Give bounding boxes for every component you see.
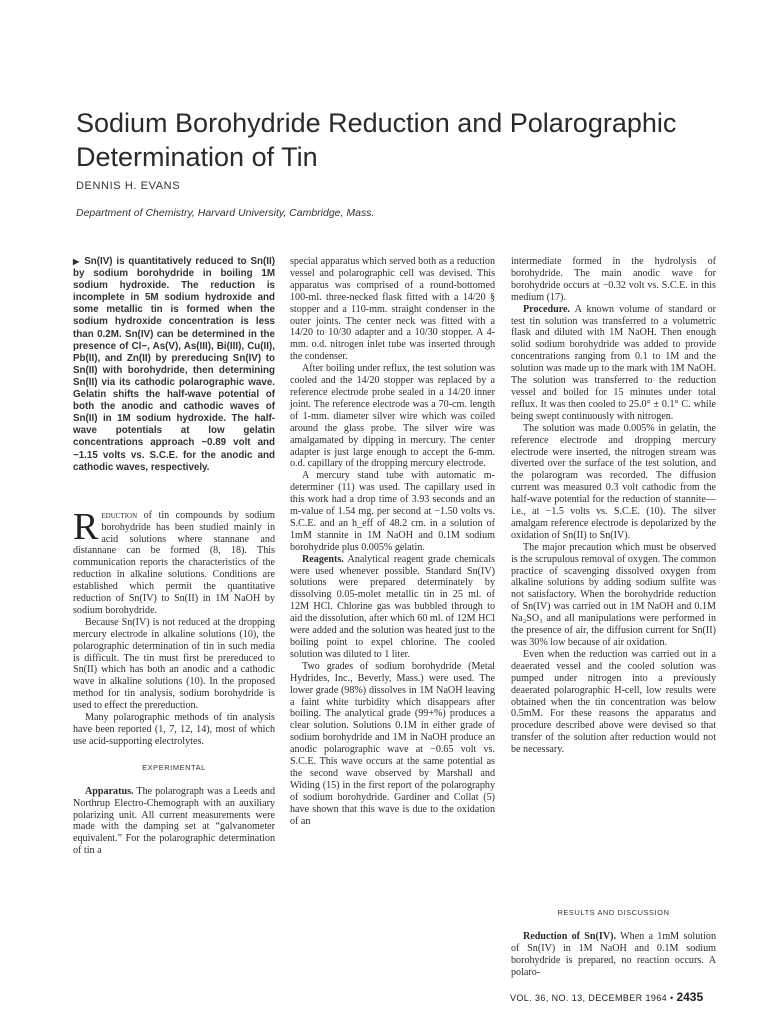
col3-paragraph-4: The major precaution which must be observed is the scrupulous removal of oxygen. The common practice of scavenging dissolved oxygen from alkaline solutions by adding sodium sulfite was not satisfactory. When the borohydride reduction of Sn(IV) was carried out in 1M NaOH and 0.1M Na₂SO₃ and all manipulations were performed in the presence of air, the diffusion current for Sn(II) was 30% low because of air oxidation. bbox=[511, 541, 717, 648]
footer-bullet: • bbox=[669, 993, 674, 1003]
results-section bbox=[511, 893, 716, 979]
intro-text-1: of tin compounds by sodium borohydride has been studied mainly in acid solutions where stannane and distannane can be formed (8, 18). This communication reports the characteristics of the reduction in alkaline solutions. Conditions are established which permit the quantitative reduction of Sn(IV) to Sn(II) in 1M NaOH by sodium borohydride. bbox=[73, 509, 275, 616]
col2-paragraph-3: A mercury stand tube with automatic m-determiner (11) was used. The capillary used in this work had a drop time of 3.93 seconds and an m-value of 1.54 mg. per second at −1.50 volts vs. S.C.E. and an h_eff of 48.2 cm. in a solution of 1mM stannite in 1M NaOH and 0.1M sodium borohydride plus 0.005% gelatin. bbox=[290, 470, 495, 553]
procedure-paragraph bbox=[511, 304, 716, 423]
col3-paragraph-5: Even when the reduction was carried out in a deaerated vessel and the cooled solution was pumped under nitrogen into a previously deaerated polarographic H-cell, low results were obtained when the tin concentration was below 0.5mM. For these reasons the apparatus and procedure described above were devised so that transfer of the solution after reduction would not be necessary. bbox=[511, 648, 716, 756]
col2-paragraph-5: Two grades of sodium borohydride (Metal Hydrides, Inc., Beverly, Mass.) were used. The lower grade (98%) dissolves in 1M NaOH leaving a faint white turbidity which disappears after boiling. The analytical grade (99+%) produces a clear solution. Solutions 0.1M in either grade of sodium borohydride and 1M in NaOH produce an anodic polarographic wave at −0.65 volt vs. S.C.E. This wave occurs at the same potential as the second wave observed by Marshall and Widing (15) in the first report of the polarography of sodium borohydride. Gardiner and Collat (5) have shown that this wave is due to the oxidation of an bbox=[290, 660, 495, 827]
col2-paragraph-1: special apparatus which served both as a reduction vessel and polarographic cell was devised. This apparatus was comprised of a round-bottomed 100-ml. three-necked flask fitted with a 14/20 § stopper and a 110-mm. straight condenser in the outer joints. The center neck was fitted with a 14/20 to 10/30 adapter and a 10/30 stopper. A 4-mm. o.d. nitrogen inlet tube was inserted through the condenser. bbox=[290, 256, 495, 363]
col2-paragraph-2: After boiling under reflux, the test solution was cooled and the 14/20 stopper was replaced by a reference electrode probe sealed in a 14/20 inner joint. The reference electrode was a 70-cm. length of 1-mm. diameter silver wire which was coiled around the glass probe. The silver wire was amalgamated by dipping in mercury. The center adapter is just large enough to accept the 6-mm. o.d. capillary of the dropping mercury electrode. bbox=[290, 363, 495, 470]
col3-paragraph-3: The solution was made 0.005% in gelatin, the reference electrode and dropping mercury electrode were inserted, the nitrogen stream was diverted over the surface of the test solution, and the polarogram was recorded. The diffusion current was measured 0.3 volt cathodic from the half-wave potential for the reduction of stannite—i.e., at −1.5 volts vs. S.C.E. (10). The silver amalgam reference electrode is depolarized by the oxidation of Sn(II) to Sn(IV). bbox=[511, 422, 716, 541]
page-footer bbox=[510, 990, 720, 1004]
column-1 bbox=[73, 256, 275, 857]
results-label: Reduction of Sn(IV). bbox=[523, 930, 616, 942]
col3-paragraph-1: intermediate formed in the hydrolysis of borohydride. The main anodic wave for borohydride occurs at −0.32 volt vs. S.C.E. in this medium (17). bbox=[511, 256, 716, 303]
abstract-marker-icon: ▶ bbox=[73, 257, 81, 266]
apparatus-paragraph bbox=[73, 786, 275, 857]
results-text: When a 1mM solution of Sn(IV) in 1M NaOH and 0.1M sodium borohydride is prepared, no reaction occurs. A polaro- bbox=[511, 930, 716, 978]
apparatus-text: The polarograph was a Leeds and Northrup Electro-Chemograph with an auxiliary polarizing unit. All current measurements were made with the damping set at “galvanometer equivalent.” For the polarographic determination of tin a bbox=[73, 785, 275, 857]
reagents-text: Analytical reagent grade chemicals were used whenever possible. Standard Sn(IV) solutions were prepared determinately by dissolving 0.05-molet metallic tin in 25 ml. of 12M HCl. Chlorine gas was bubbled through to aid the dissolution, after which 60 ml. of 12M HCl were added and the solution was heated just to the boiling point to expel chlorine. The cooled solution was diluted to 1 liter. bbox=[290, 553, 495, 660]
reagents-paragraph bbox=[290, 554, 495, 661]
abstract-text: Sn(IV) is quantitatively reduced to Sn(II) by sodium borohydride in boiling 1M sodium hydroxide. The reduction is incomplete in 5M sodium hydroxide and some metallic tin is formed when the sodium hydroxide concentration is less than 0.2M. Sn(IV) can be determined in the presence of Cl−, As(V), As(III), Bi(III), Cu(II), Pb(II), and Zn(II) by prereducing Sn(IV) to Sn(II) with borohydride, then determining Sn(II) via its cathodic polarographic wave. Gelatin shifts the half-wave potential of both the anodic and cathodic waves of Sn(II) in 1M sodium hydroxide. The half-wave potentials at low gelatin concentrations approach −0.89 volt and −1.15 volts vs. S.C.E. for the anodic and cathodic waves, respectively. bbox=[73, 256, 275, 473]
apparatus-label: Apparatus. bbox=[85, 785, 134, 797]
article-title: Sodium Borohydride Reduction and Polarographic Determination of Tin bbox=[76, 108, 677, 173]
results-heading: RESULTS AND DISCUSSION bbox=[557, 908, 670, 917]
procedure-text: A known volume of standard or test tin solution was transferred to a volumetric flask and diluted with 1M NaOH. Then enough solid sodium borohydride was added to provide concentrations ranging from 0.1 to 1M and the solution was made up to the mark with 1M NaOH. The solution was transferred to the reduction vessel and boiled for 15 minutes under total reflux. It was then cooled to 25.0° ± 0.1° C. while being swept continuously with nitrogen. bbox=[511, 303, 716, 422]
intro-paragraph-2: Because Sn(IV) is not reduced at the dropping mercury electrode in alkaline solutions (10), the polarographic determination of tin in such media is difficult. The tin must first be prereduced to Sn(II) which has both an anodic and a cathodic wave in alkaline solutions (10). In the proposed method for tin analysis, sodium borohydride is used to effect the prereduction. bbox=[73, 616, 275, 712]
column-3 bbox=[511, 256, 716, 756]
intro-paragraph-1 bbox=[73, 505, 275, 617]
journal-citation: VOL. 36, NO. 13, DECEMBER 1964 bbox=[510, 993, 668, 1003]
drop-cap: R bbox=[73, 505, 99, 548]
procedure-label: Procedure. bbox=[523, 303, 570, 315]
author-name: DENNIS H. EVANS bbox=[76, 180, 181, 192]
abstract bbox=[73, 256, 275, 474]
results-paragraph bbox=[511, 931, 716, 979]
intro-paragraph-3: Many polarographic methods of tin analysis have been reported (1, 7, 12, 14), most of which use acid-supporting electrolytes. bbox=[73, 712, 275, 747]
page-number: 2435 bbox=[676, 990, 704, 1004]
column-2 bbox=[290, 256, 495, 828]
author-affiliation: Department of Chemistry, Harvard University, Cambridge, Mass. bbox=[76, 207, 375, 219]
reagents-label: Reagents. bbox=[302, 553, 344, 565]
intro-smallcaps: eduction bbox=[101, 509, 138, 521]
experimental-heading: EXPERIMENTAL bbox=[142, 762, 206, 772]
